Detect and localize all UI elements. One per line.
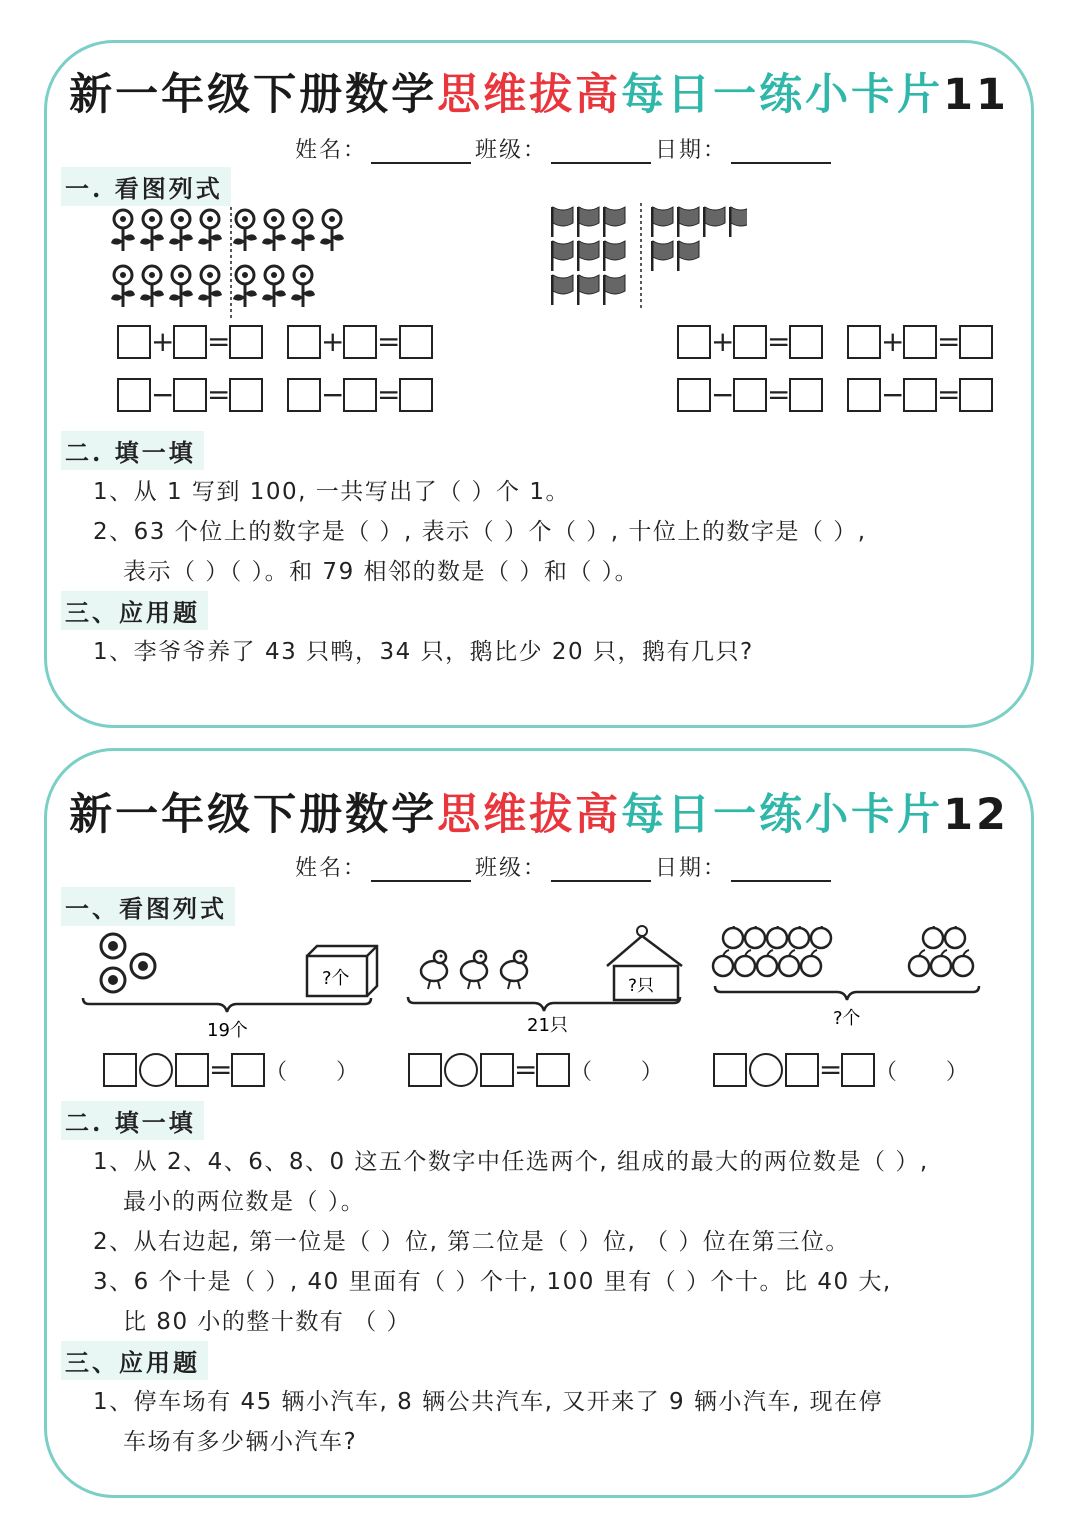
equation-template xyxy=(117,325,263,359)
flag-icon xyxy=(677,207,699,237)
apple-icon xyxy=(735,950,755,976)
brace xyxy=(83,998,371,1012)
date-blank[interactable] xyxy=(731,140,831,164)
flower-icon xyxy=(233,266,257,307)
answer-box[interactable] xyxy=(399,325,433,359)
name-blank[interactable] xyxy=(371,140,471,164)
equals-sign: = xyxy=(767,378,791,411)
answer-box[interactable] xyxy=(903,325,937,359)
fill-question-1-cont: 最小的两位数是（ ）。 xyxy=(123,1189,366,1215)
flag-icon xyxy=(577,207,599,237)
title-main: 新一年级下册数学 xyxy=(69,790,438,840)
section-heading-application: 三、应用题 xyxy=(61,591,208,630)
flower-icon xyxy=(111,210,135,251)
answer-box[interactable] xyxy=(677,378,711,412)
bird-icon xyxy=(421,951,447,989)
flower-icon xyxy=(291,266,315,307)
answer-box[interactable] xyxy=(847,378,881,412)
answer-box[interactable] xyxy=(785,1053,819,1087)
flag-icon xyxy=(577,275,599,305)
apple-icon xyxy=(789,926,809,948)
answer-box[interactable] xyxy=(117,325,151,359)
class-blank[interactable] xyxy=(551,140,651,164)
equals-sign: = xyxy=(207,325,231,358)
flag-icon xyxy=(677,241,699,271)
answer-box[interactable] xyxy=(399,378,433,412)
ball-icon xyxy=(101,968,125,992)
equation-row xyxy=(103,1053,1018,1087)
operator-sign: − xyxy=(151,378,175,411)
box-label: ?个 xyxy=(322,968,350,989)
fill-question-1: 1、从 1 写到 100, 一共写出了（ ）个 1。 xyxy=(93,479,570,505)
answer-box[interactable] xyxy=(343,325,377,359)
student-info xyxy=(295,133,835,164)
flower-icon xyxy=(198,266,222,307)
unit-paren[interactable]: （ ） xyxy=(874,1059,968,1085)
answer-box[interactable] xyxy=(287,325,321,359)
birds-house-figure xyxy=(402,921,692,1046)
equals-sign: = xyxy=(767,325,791,358)
practice-card-12 xyxy=(44,748,1034,1498)
equation-template xyxy=(287,325,433,359)
flower-icon xyxy=(140,210,164,251)
answer-box[interactable] xyxy=(231,1053,265,1087)
apple-icon xyxy=(811,926,831,948)
answer-box[interactable] xyxy=(959,325,993,359)
answer-box[interactable] xyxy=(903,378,937,412)
balls-box-figure xyxy=(77,926,387,1046)
answer-box[interactable] xyxy=(173,325,207,359)
operator-circle[interactable] xyxy=(749,1053,783,1087)
answer-box[interactable] xyxy=(287,378,321,412)
equation-template xyxy=(713,1053,968,1087)
flag-icon xyxy=(651,241,673,271)
flag-icon xyxy=(551,241,573,271)
unit-paren[interactable]: （ ） xyxy=(265,1059,358,1085)
equals-sign: = xyxy=(207,378,231,411)
operator-sign: − xyxy=(711,378,735,411)
section-heading-picture: 一. 看图列式 xyxy=(61,167,231,206)
answer-box[interactable] xyxy=(841,1053,875,1087)
flags-group xyxy=(547,203,747,313)
equation-template xyxy=(677,378,823,412)
flag-icon xyxy=(603,207,625,237)
section-heading-picture: 一、看图列式 xyxy=(61,887,235,926)
total-label: ?个 xyxy=(833,1008,861,1029)
name-blank[interactable] xyxy=(371,858,471,882)
operator-circle[interactable] xyxy=(139,1053,173,1087)
answer-box[interactable] xyxy=(789,325,823,359)
flower-icon xyxy=(233,210,257,251)
operator-sign: − xyxy=(321,378,345,411)
flowers-group xyxy=(107,207,347,319)
operator-sign: + xyxy=(881,325,905,358)
date-label: 日期： xyxy=(655,138,728,163)
title-number: 12 xyxy=(943,790,1009,840)
equation-row-1 xyxy=(117,325,1017,359)
equation-template xyxy=(408,1053,663,1087)
flower-icon xyxy=(262,210,286,251)
flower-icon xyxy=(198,210,222,251)
ball-icon xyxy=(131,954,155,978)
flag-icon xyxy=(651,207,673,237)
application-question-1: 1、停车场有 45 辆小汽车, 8 辆公共汽车, 又开来了 9 辆小汽车, 现在停 xyxy=(93,1389,884,1415)
title-highlight: 思维拔高 xyxy=(437,790,622,840)
answer-box[interactable] xyxy=(733,378,767,412)
equals-sign: = xyxy=(377,325,401,358)
flag-icon xyxy=(603,241,625,271)
answer-box[interactable] xyxy=(229,378,263,412)
class-blank[interactable] xyxy=(551,858,651,882)
brace xyxy=(715,986,979,1000)
flower-icon xyxy=(140,266,164,307)
apple-icon xyxy=(723,926,743,948)
apple-icon xyxy=(909,950,929,976)
title-number: 11 xyxy=(943,70,1009,120)
fill-question-3-cont: 比 80 小的整十数有 （ ） xyxy=(123,1309,412,1335)
flag-icon xyxy=(603,275,625,305)
operator-sign: + xyxy=(711,325,735,358)
apple-icon xyxy=(945,926,965,948)
section-heading-fill: 二. 填一填 xyxy=(61,431,204,470)
fill-question-3: 3、6 个十是（ ）, 40 里面有（ ）个十, 100 里有（ ）个十。比 40 大, xyxy=(93,1269,892,1295)
equals-sign: = xyxy=(513,1053,538,1086)
equation-template xyxy=(287,378,433,412)
unit-paren[interactable]: （ ） xyxy=(569,1059,663,1085)
title-highlight: 思维拔高 xyxy=(437,70,622,120)
student-info xyxy=(295,851,835,882)
apple-icon xyxy=(767,926,787,948)
fill-question-2: 2、63 个位上的数字是（ ）, 表示（ ）个（ ）, 十位上的数字是（ ）, xyxy=(93,519,867,545)
answer-box[interactable] xyxy=(343,378,377,412)
answer-box[interactable] xyxy=(677,325,711,359)
answer-box[interactable] xyxy=(789,378,823,412)
title-subtitle: 每日一练小卡片 xyxy=(621,70,944,120)
answer-box[interactable] xyxy=(103,1053,137,1087)
equals-sign: = xyxy=(937,378,961,411)
apple-icon xyxy=(757,950,777,976)
title-main: 新一年级下册数学 xyxy=(69,70,438,120)
title-subtitle: 每日一练小卡片 xyxy=(621,790,944,840)
operator-sign: + xyxy=(321,325,345,358)
bird-icon xyxy=(461,951,487,989)
operator-sign: − xyxy=(881,378,905,411)
answer-box[interactable] xyxy=(536,1053,570,1087)
practice-card-11 xyxy=(44,40,1034,728)
fill-question-2-cont: 表示（ ）（ ）。和 79 相邻的数是（ ）和（ ）。 xyxy=(123,559,640,585)
fill-question-2: 2、从右边起, 第一位是（ ）位, 第二位是（ ）位, （ ）位在第三位。 xyxy=(93,1229,850,1255)
apple-icon xyxy=(713,950,733,976)
equals-sign: = xyxy=(209,1053,233,1086)
flag-icon xyxy=(551,207,573,237)
name-label: 姓名： xyxy=(295,856,368,881)
apple-icon xyxy=(953,950,973,976)
application-question-1-cont: 车场有多少辆小汽车? xyxy=(123,1429,358,1455)
flower-icon xyxy=(291,210,315,251)
equation-template xyxy=(677,325,823,359)
apple-icon xyxy=(745,926,765,948)
house-label: ?只 xyxy=(628,976,655,996)
equals-sign: = xyxy=(937,325,961,358)
section-heading-fill: 二. 填一填 xyxy=(61,1101,204,1140)
fill-question-1: 1、从 2、4、6、8、0 这五个数字中任选两个, 组成的最大的两位数是（ ）, xyxy=(93,1149,929,1175)
ball-icon xyxy=(101,934,125,958)
total-label: 21只 xyxy=(527,1015,568,1036)
answer-box[interactable] xyxy=(713,1053,747,1087)
answer-box[interactable] xyxy=(229,325,263,359)
equals-sign: = xyxy=(818,1053,843,1086)
apple-icon xyxy=(779,950,799,976)
flag-icon xyxy=(577,241,599,271)
operator-sign: + xyxy=(151,325,175,358)
flower-icon xyxy=(169,266,193,307)
card-title xyxy=(47,61,1031,122)
application-question-1: 1、李爷爷养了 43 只鸭，34 只，鹅比少 20 只，鹅有几只? xyxy=(93,639,754,665)
apple-icon xyxy=(923,926,943,948)
flag-icon xyxy=(551,275,573,305)
total-label: 19个 xyxy=(207,1020,248,1041)
answer-box[interactable] xyxy=(480,1053,514,1087)
equation-template xyxy=(847,378,993,412)
answer-box[interactable] xyxy=(959,378,993,412)
flower-icon xyxy=(262,266,286,307)
flag-icon xyxy=(729,207,747,237)
equation-template xyxy=(117,378,263,412)
date-label: 日期： xyxy=(655,856,728,881)
flower-icon xyxy=(111,266,135,307)
apple-icon xyxy=(801,950,821,976)
card-title xyxy=(47,781,1031,842)
answer-box[interactable] xyxy=(175,1053,209,1087)
equation-row-2 xyxy=(117,378,1017,412)
answer-box[interactable] xyxy=(117,378,151,412)
date-blank[interactable] xyxy=(731,858,831,882)
answer-box[interactable] xyxy=(847,325,881,359)
name-label: 姓名： xyxy=(295,138,368,163)
flower-icon xyxy=(320,210,344,251)
equation-template xyxy=(103,1053,358,1087)
section-heading-application: 三、应用题 xyxy=(61,1341,208,1380)
answer-box[interactable] xyxy=(408,1053,442,1087)
operator-circle[interactable] xyxy=(444,1053,478,1087)
flag-icon xyxy=(703,207,725,237)
class-label: 班级： xyxy=(475,856,548,881)
equals-sign: = xyxy=(377,378,401,411)
answer-box[interactable] xyxy=(173,378,207,412)
class-label: 班级： xyxy=(475,138,548,163)
answer-box[interactable] xyxy=(733,325,767,359)
apple-icon xyxy=(931,950,951,976)
bird-icon xyxy=(501,951,527,989)
flower-icon xyxy=(169,210,193,251)
apples-figure xyxy=(709,926,989,1046)
equation-template xyxy=(847,325,993,359)
